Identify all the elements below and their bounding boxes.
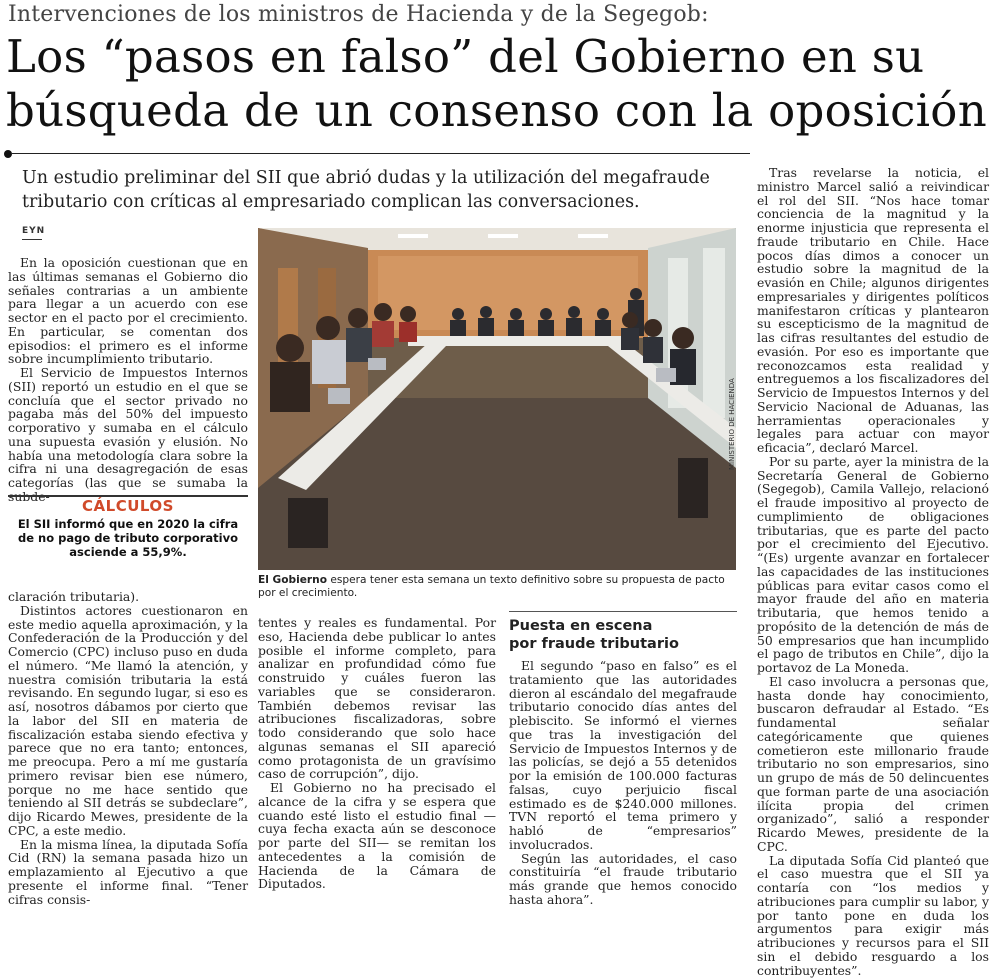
paragraph: claración tributaria). bbox=[8, 589, 140, 604]
meeting-photo bbox=[258, 228, 736, 570]
section-title bbox=[509, 617, 737, 653]
caption-text: espera tener esta semana un texto definitivo sobre su propuesta de pacto por el crecimiento. bbox=[258, 574, 725, 599]
photo-credit: MINISTERIO DE HACIENDA bbox=[728, 378, 736, 470]
column-2 bbox=[258, 616, 496, 891]
caption-bold: El Gobierno bbox=[258, 574, 327, 586]
rule-line bbox=[12, 153, 750, 154]
meeting-photo-illustration bbox=[258, 228, 736, 570]
paragraph: Por su parte, ayer la ministra de la Secretaría General de Gobierno (Segegob), Camila Vallejo, relacionó el fraude impositivo al proyecto de cumplimiento de obligaciones tributarias, que es parte del pacto por el crecimiento del Ejecutivo. “(Es) urgente avanzar en fortalecer las capacidades de las instituciones públicas para evitar casos como el mayor fraude del año en materia tributaria, que hemos tenido a propósito de la detención de más de 50 empresarios que han incumplido el pago de tributos en Chile”, dijo la portavoz de La Moneda. bbox=[757, 453, 989, 675]
calc-text: El SII informó que en 2020 la cifra de no pago de tributo corporativo asciende a 55,9%. bbox=[17, 517, 239, 559]
paragraph: tentes y reales es fundamental. Por eso, Hacienda debe publicar lo antes posible el informe completo, para analizar en profundidad cómo fue construido y cuáles fueron las variables que se consideraron. También debemos revisar las atribuciones fiscalizadoras, sobre todo considerando que solo hace algunas semanas el SII apareció como protagonista de un gravísimo caso de corrupción”, dijo. bbox=[258, 615, 496, 782]
photo-caption bbox=[258, 574, 736, 600]
column-1-bottom bbox=[8, 590, 248, 906]
subhead: Un estudio preliminar del SII que abrió dudas y la utilización del megafraude tributario con críticas al empresariado complican las conversaciones. bbox=[22, 168, 710, 212]
paragraph: El segundo “paso en falso” es el tratamiento que las autoridades dieron al escándalo del megafraude tributario conocido días antes del plebiscito. Se informó el viernes que tras la investigación del Servicio de Impuestos Internos y de las policías, se dejó a 55 detenidos por la emisión de 100.000 facturas falsas, cuyo perjuicio fiscal estimado es de $240.000 millones. TVN reportó el tema primero y habló de “empresarios” involucrados. bbox=[509, 658, 737, 852]
byline-rule bbox=[22, 239, 42, 240]
section-rule bbox=[509, 611, 737, 612]
headline: Los “pasos en falso” del Gobierno en su búsqueda de un consenso con la oposición bbox=[6, 30, 987, 137]
paragraph: El caso involucra a personas que, hasta donde hay conocimiento, buscaron defraudar al Estado. “Es fundamental señalar categóricamente que quienes cometieron este millonario fraude tributario no son empresarios, sino un grupo de más de 50 delincuentes que forman parte de una asociación ilícita propia del crimen organizado”, salió a responder Ricardo Mewes, presidente de la CPC. bbox=[757, 673, 989, 854]
byline: EYN bbox=[22, 226, 46, 236]
paragraph: La diputada Sofía Cid planteó que el caso muestra que el SII ya contaría con “los medios y atribuciones para cumplir su labor, y por tanto pone en duda los argumentos para exigir más atribuciones y recursos para el SII sin el debido resguardo a los contribuyentes”. bbox=[757, 852, 989, 978]
paragraph: En la misma línea, la diputada Sofía Cid (RN) la semana pasada hizo un emplazamiento al Ejecutivo a que presente el informe final. “Tener cifras consis- bbox=[8, 836, 248, 907]
kicker: Intervenciones de los ministros de Hacienda y de la Segegob: bbox=[8, 2, 709, 27]
column-4 bbox=[757, 166, 989, 977]
paragraph: Tras revelarse la noticia, el ministro Marcel salió a reivindicar el rol del SII. “Nos hace tomar conciencia de la magnitud y la enorme injusticia que representa el fraude tributario en Chile. Hace pocos días dimos a conocer un estudio sobre la magnitud de la evasión en Chile; algunos dirigentes empresariales y dirigentes políticos manifestaron críticas y plantearon su escepticismo de la magnitud de las cifras resultantes del estudio de evasión. Por eso es importante que reconozcamos esta realidad y entreguemos a los fiscalizadores del Servicio de Impuestos Internos y del Servicio Nacional de Aduanas, las herramientas operacionales y legales para actuar con mayor eficacia”, declaró Marcel. bbox=[757, 165, 989, 455]
calc-title: CÁLCULOS bbox=[82, 497, 174, 515]
paragraph: Distintos actores cuestionaron en este medio aquella aproximación, y la Confederación de la Producción y del Comercio (CPC) incluso puso en duda el número. “Me llamó la atención, y nuestra comisión tributaria la está revisando. En segundo lugar, si eso es así, nosotros dábamos por cierto que la labor del SII en materia de fiscalización estaba siendo efectiva y parece que no era tanto; entonces, me preocupa. Pero a mí me gustaría primero revisar bien ese número, porque no me hace sentido que teniendo al SII detrás se subdeclare”, dijo Ricardo Mewes, presidente de la CPC, a este medio. bbox=[8, 602, 248, 838]
rule-dot bbox=[4, 150, 12, 158]
column-3 bbox=[509, 659, 737, 907]
section-title-line-2: por fraude tributario bbox=[509, 636, 679, 652]
section-title-line-1: Puesta en escena bbox=[509, 618, 653, 634]
calc-box bbox=[8, 495, 248, 569]
paragraph: Según las autoridades, el caso constituiría “el fraude tributario más grande que hemos conocido hasta ahora”. bbox=[509, 850, 737, 907]
column-1-top bbox=[8, 256, 248, 504]
paragraph: En la oposición cuestionan que en las últimas semanas el Gobierno dio señales contrarias a un ambiente para llegar a un acuerdo con ese sector en el pacto por el crecimiento. En particular, se comentan dos episodios: el primero es el informe sobre incumplimiento tributario. bbox=[8, 255, 248, 367]
paragraph: El Servicio de Impuestos Internos (SII) reportó un estudio en el que se concluía que el sector privado no pagaba más del 50% del impuesto corporativo y sumaba en el cálculo una supuesta evasión y elusión. No había una metodología clara sobre la cifra ni una desagregación de esas categorías (las que se sumaba la subde- bbox=[8, 365, 248, 504]
paragraph: El Gobierno no ha precisado el alcance de la cifra y se espera que cuando esté listo el estudio final —cuya fecha exacta aún se desconoce por parte del SII— se remitan los antecedentes a la comisión de Hacienda de la Cámara de Diputados. bbox=[258, 780, 496, 892]
